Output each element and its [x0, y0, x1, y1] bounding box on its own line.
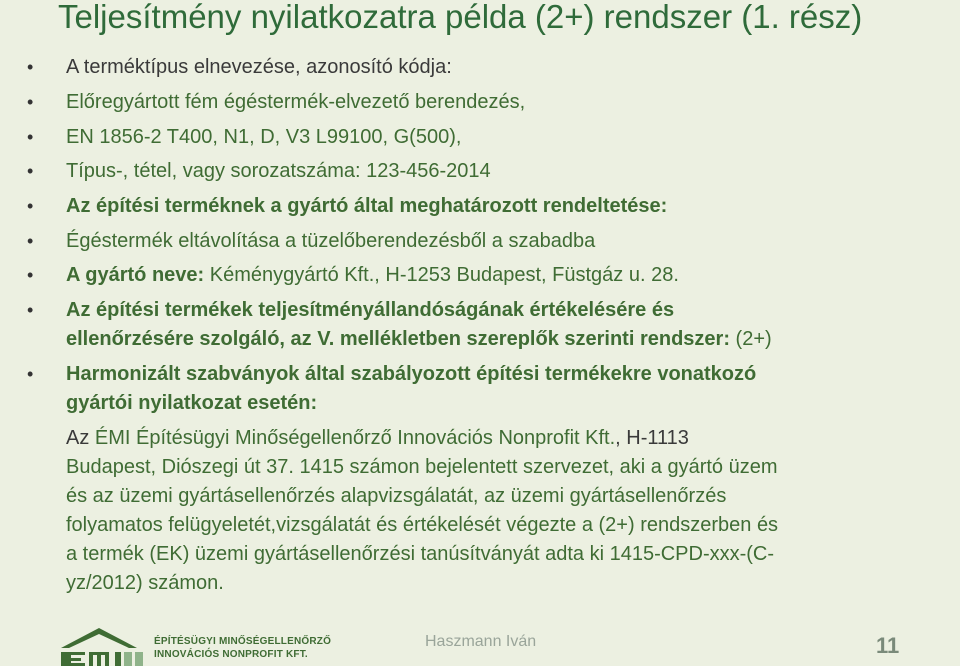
manufacturer-value: Kéménygyártó Kft., H-1253 Budapest, Füstgáz u. 28.: [209, 264, 679, 286]
item-product-name: Előregyártott fém égéstermék-elvezető berendezés,: [66, 91, 526, 113]
bullet-marker: •: [27, 231, 34, 251]
batch-label: Típus-, tétel, vagy sorozatszáma:: [66, 160, 367, 182]
bullet-marker: •: [27, 161, 34, 181]
item-harmonized-line1: Harmonizált szabványok által szabályozott építési termékekre vonatkozó: [66, 363, 757, 385]
notified-body-name: ÉMI Építésügyi Minőségellenőrző Innovációs Nonprofit Kft.: [94, 427, 616, 449]
bullet-marker: •: [27, 300, 34, 320]
bullet-marker: •: [27, 364, 34, 384]
batch-value: 123-456-2014: [366, 160, 491, 182]
notified-body-line2: [66, 453, 778, 482]
item-manufacturer: [66, 261, 679, 290]
item-intended-use-label: Az építési terméknek a gyártó által meghatározott rendeltetése:: [66, 195, 668, 217]
item-product-code: EN 1856-2 T400, N1, D, V3 L99100, G(500),: [66, 126, 462, 148]
notified-body-line6: yz/2012) számon.: [66, 572, 224, 594]
notified-body-line5: a termék (EK) üzemi gyártásellenőrzési tanúsítványát adta ki 1415-CPD-xxx-(C-: [66, 543, 775, 565]
item-system-line2: [66, 325, 772, 354]
bullet-marker: •: [27, 196, 34, 216]
item-system-line1: Az építési termékek teljesítményállandóságának értékelésére és: [66, 299, 675, 321]
footer-author: Haszmann Iván: [425, 633, 537, 650]
item-product-type-label: A terméktípus elnevezése, azonosító kódja:: [66, 56, 452, 78]
item-intended-use: Égéstermék eltávolítása a tüzelőberendezésből a szabadba: [66, 230, 596, 252]
bullet-marker: •: [27, 127, 34, 147]
bullet-marker: •: [27, 57, 34, 77]
logo-text: [154, 635, 331, 661]
logo-line2: INNOVÁCIÓS NONPROFIT KFT.: [154, 649, 308, 660]
logo-line1: ÉPÍTÉSÜGYI MINŐSÉGELLENŐRZŐ: [154, 636, 332, 647]
bullet-marker: •: [27, 92, 34, 112]
system-value: (2+): [735, 328, 772, 350]
item-harmonized-line2: gyártói nyilatkozat esetén:: [66, 392, 318, 414]
bullet-marker: •: [27, 265, 34, 285]
manufacturer-label: A gyártó neve:: [66, 264, 210, 286]
page-number: 11: [876, 633, 900, 658]
notified-body-line1: [66, 424, 689, 453]
text-span: Budapest, Diószegi út 37.: [66, 456, 300, 478]
notified-body-line4: folyamatos felügyeletét,vizsgálatát és értékelését végezte a (2+) rendszerben és: [66, 514, 779, 536]
slide-title: Teljesítmény nyilatkozatra példa (2+) rendszer (1. rész): [58, 0, 863, 35]
text-span: , H-1113: [615, 427, 689, 449]
notified-body-line3: és az üzemi gyártásellenőrzés alapvizsgálatát, az üzemi gyártásellenőrzés: [66, 485, 727, 507]
text-span: 1415 számon bejelentett szervezet, aki a gyártó üzem: [299, 456, 778, 478]
text-span: Az: [66, 427, 95, 449]
system-label: ellenőrzésére szolgáló, az V. mellékletben szereplők szerinti rendszer:: [66, 328, 736, 350]
item-batch-number: [66, 157, 491, 186]
